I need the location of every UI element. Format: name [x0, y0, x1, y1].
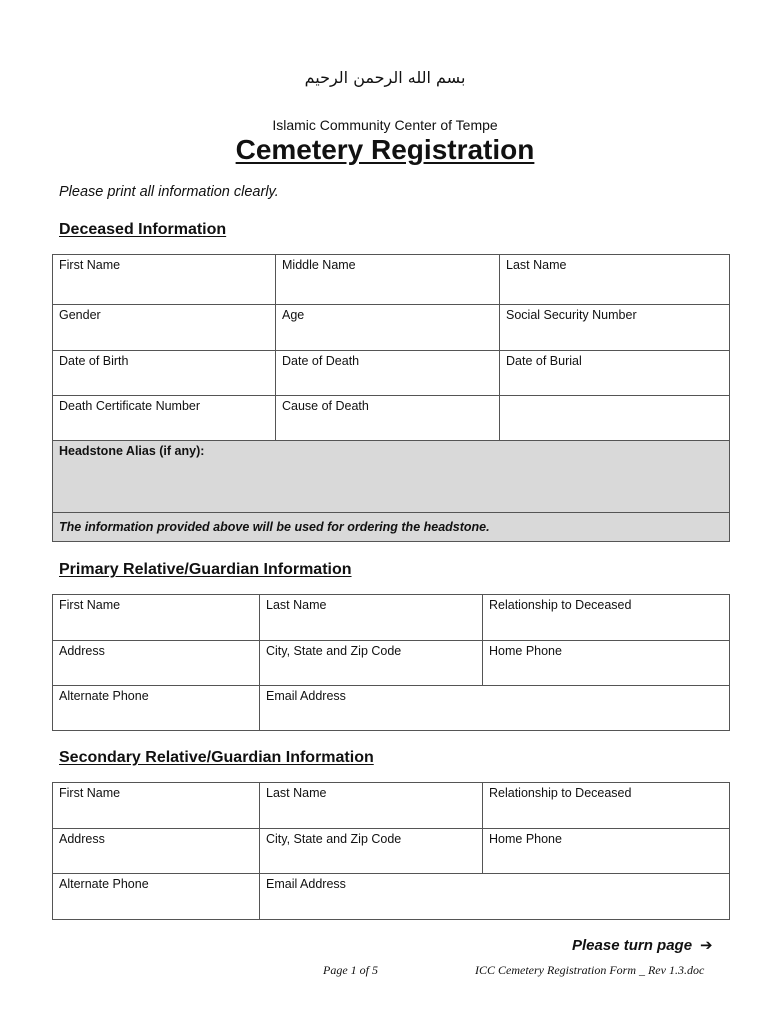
deceased-cause-field[interactable] [276, 396, 500, 441]
field-label: Last Name [266, 598, 327, 612]
deceased-burial-field[interactable] [500, 351, 730, 396]
primary-table [52, 594, 730, 731]
turn-page-text: Please turn page [572, 937, 693, 954]
field-label: Last Name [266, 786, 327, 800]
deceased-last-name-field[interactable] [500, 255, 730, 305]
primary-section-heading: Primary Relative/Guardian Information [59, 561, 352, 578]
field-label: Relationship to Deceased [489, 598, 632, 612]
field-label: City, State and Zip Code [266, 832, 402, 846]
primary-relationship-field[interactable] [483, 595, 730, 641]
secondary-last-name-field[interactable] [260, 783, 483, 829]
field-label: Alternate Phone [59, 877, 149, 891]
field-label: Cause of Death [282, 399, 369, 413]
field-label: Headstone Alias (if any): [59, 444, 205, 458]
secondary-alt-phone-field[interactable] [53, 874, 260, 920]
primary-city-field[interactable] [260, 641, 483, 686]
secondary-relationship-field[interactable] [483, 783, 730, 829]
primary-first-name-field[interactable] [53, 595, 260, 641]
organization-name: Islamic Community Center of Tempe [272, 117, 498, 133]
field-label: Date of Death [282, 354, 360, 368]
deceased-certificate-field[interactable] [53, 396, 276, 441]
turn-page-note [572, 936, 713, 954]
field-label: First Name [59, 598, 121, 612]
field-label: Date of Birth [59, 354, 129, 368]
field-label: First Name [59, 258, 121, 272]
field-label: Address [59, 644, 105, 658]
field-label: Last Name [506, 258, 567, 272]
field-label: Home Phone [489, 644, 562, 658]
deceased-dod-field[interactable] [276, 351, 500, 396]
headstone-alias-field[interactable] [53, 441, 730, 513]
headstone-note-text: The information provided above will be used for ordering the headstone. [59, 519, 490, 534]
secondary-table [52, 782, 730, 920]
field-label: Middle Name [282, 258, 356, 272]
field-label: Alternate Phone [59, 689, 149, 703]
deceased-section-heading: Deceased Information [59, 221, 227, 238]
bismillah-text: بسم الله الرحمن الرحيم [304, 68, 466, 87]
field-label: Death Certificate Number [59, 399, 201, 413]
field-label: Email Address [266, 877, 346, 891]
field-label: Gender [59, 308, 101, 322]
deceased-dob-field[interactable] [53, 351, 276, 396]
deceased-empty-cell [500, 396, 730, 441]
right-arrow-icon: ➔ [700, 937, 713, 954]
field-label: Email Address [266, 689, 346, 703]
deceased-table [52, 254, 730, 542]
deceased-gender-field[interactable] [53, 305, 276, 351]
deceased-middle-name-field[interactable] [276, 255, 500, 305]
field-label: Age [282, 308, 305, 322]
secondary-city-field[interactable] [260, 829, 483, 874]
field-label: Social Security Number [506, 308, 637, 322]
page-number: Page 1 of 5 [323, 963, 378, 977]
document-name: ICC Cemetery Registration Form _ Rev 1.3.doc [475, 963, 705, 977]
field-label: First Name [59, 786, 121, 800]
field-label: City, State and Zip Code [266, 644, 402, 658]
field-label: Date of Burial [506, 354, 582, 368]
headstone-note [53, 513, 730, 542]
field-label: Home Phone [489, 832, 562, 846]
deceased-age-field[interactable] [276, 305, 500, 351]
primary-address-field[interactable] [53, 641, 260, 686]
primary-last-name-field[interactable] [260, 595, 483, 641]
secondary-email-field[interactable] [260, 874, 730, 920]
primary-home-phone-field[interactable] [483, 641, 730, 686]
secondary-section-heading: Secondary Relative/Guardian Information [59, 749, 374, 766]
secondary-address-field[interactable] [53, 829, 260, 874]
deceased-first-name-field[interactable] [53, 255, 276, 305]
secondary-first-name-field[interactable] [53, 783, 260, 829]
deceased-ssn-field[interactable] [500, 305, 730, 351]
primary-alt-phone-field[interactable] [53, 686, 260, 731]
secondary-home-phone-field[interactable] [483, 829, 730, 874]
field-label: Address [59, 832, 105, 846]
field-label: Relationship to Deceased [489, 786, 632, 800]
page-title: Cemetery Registration [235, 134, 535, 165]
instruction-text: Please print all information clearly. [59, 184, 279, 200]
primary-email-field[interactable] [260, 686, 730, 731]
